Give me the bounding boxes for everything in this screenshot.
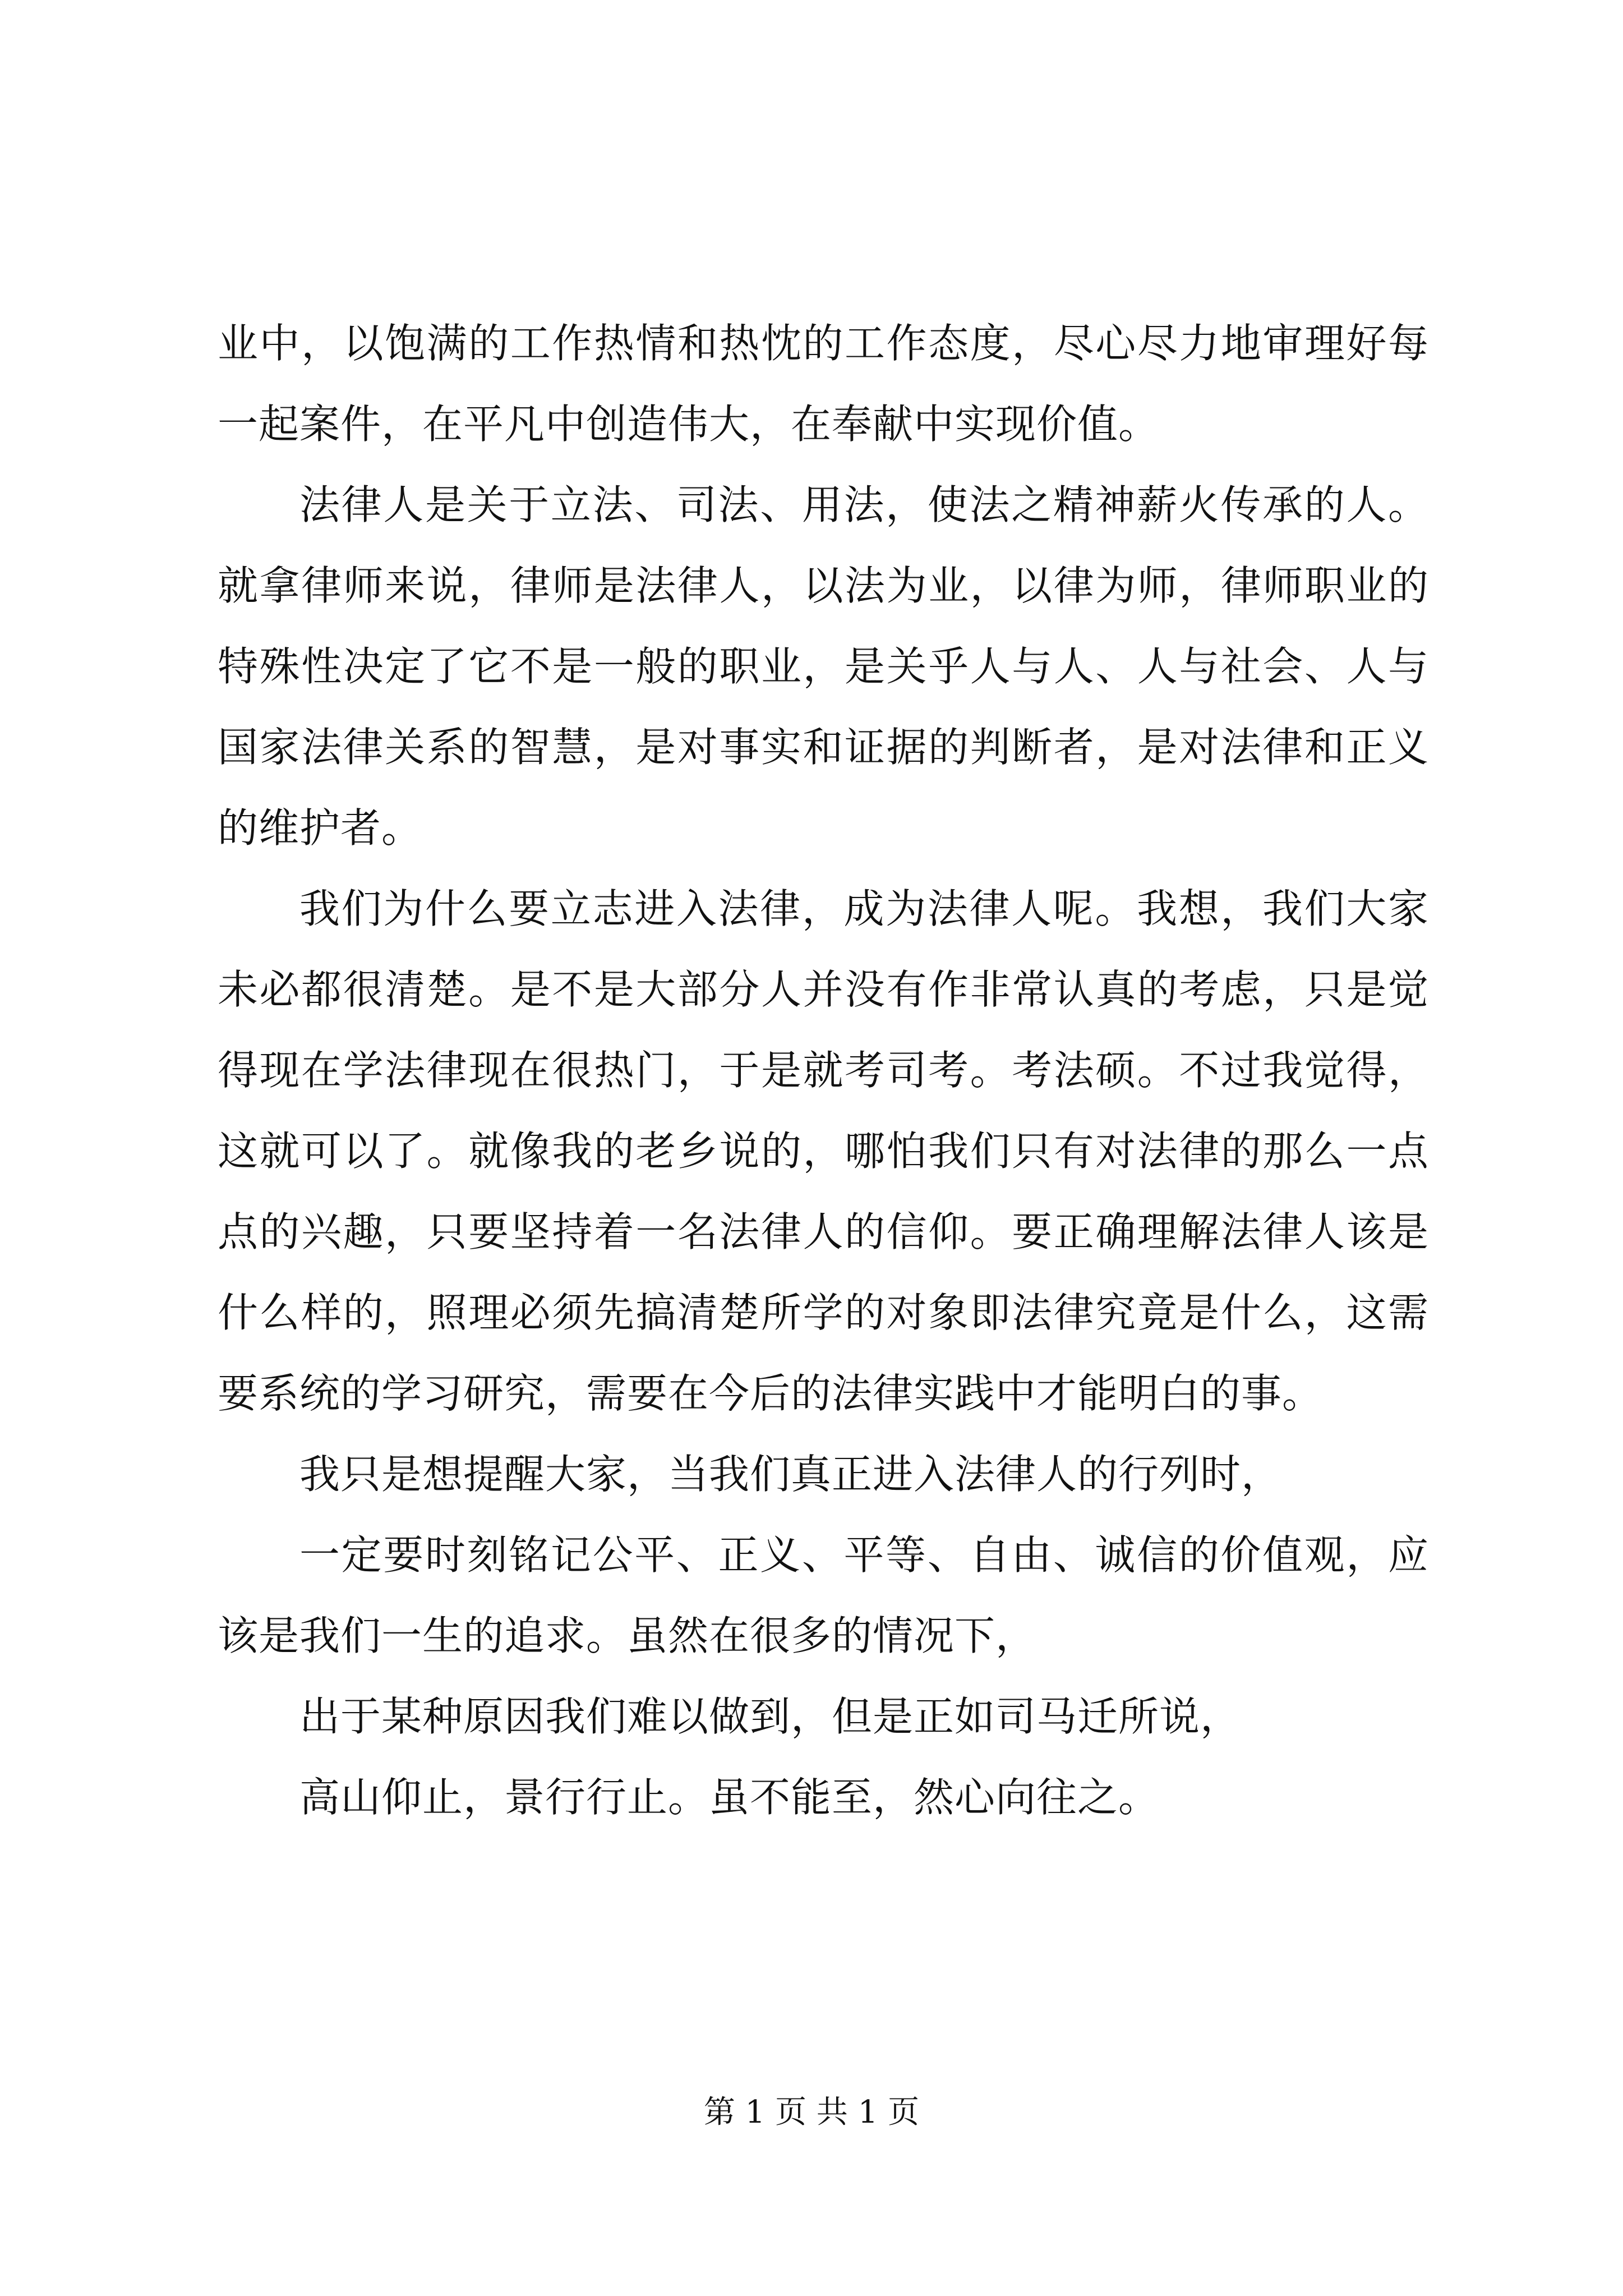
paragraph: 法律人是关于立法、司法、用法，使法之精神薪火传承的人。就拿律师来说，律师是法律人，以法为业，以律为师，律师职业的特殊性决定了它不是一般的职业，是关乎人与人、人与社会、人与国家法律关系的智慧，是对事实和证据的判断者，是对法律和正义的维护者。	[218, 481, 1429, 852]
paragraph-continued: 业中，以饱满的工作热情和热忱的工作态度，尽心尽力地审理好每一起案件，在平凡中创造伟大，在奉献中实现价值。	[218, 320, 1429, 448]
document-body	[218, 303, 1429, 1838]
paragraph: 高山仰止，景行行止。虽不能至，然心向往之。	[299, 1774, 1160, 1821]
paragraph: 我们为什么要立志进入法律，成为法律人呢。我想，我们大家未必都很清楚。是不是大部分人并没有作非常认真的考虑，只是觉得现在学法律现在很热门，于是就考司考。考法硕。不过我觉得，这就可以了。就像我的老乡说的，哪怕我们只有对法律的那么一点点的兴趣，只要坚持着一名法律人的信仰。要正确理解法律人该是什么样的，照理必须先搞清楚所学的对象即法律究竟是什么，这需要系统的学习研究，需要在今后的法律实践中才能明白的事。	[218, 885, 1429, 1417]
paragraph: 我只是想提醒大家，当我们真正进入法律人的行列时，	[299, 1451, 1283, 1498]
paragraph: 出于某种原因我们难以做到，但是正如司马迁所说，	[299, 1693, 1242, 1740]
paragraph: 一定要时刻铭记公平、正义、平等、自由、诚信的价值观，应该是我们一生的追求。虽然在很多的情况下，	[218, 1531, 1429, 1659]
page-number-footer: 第 1 页 共 1 页	[703, 2094, 920, 2131]
